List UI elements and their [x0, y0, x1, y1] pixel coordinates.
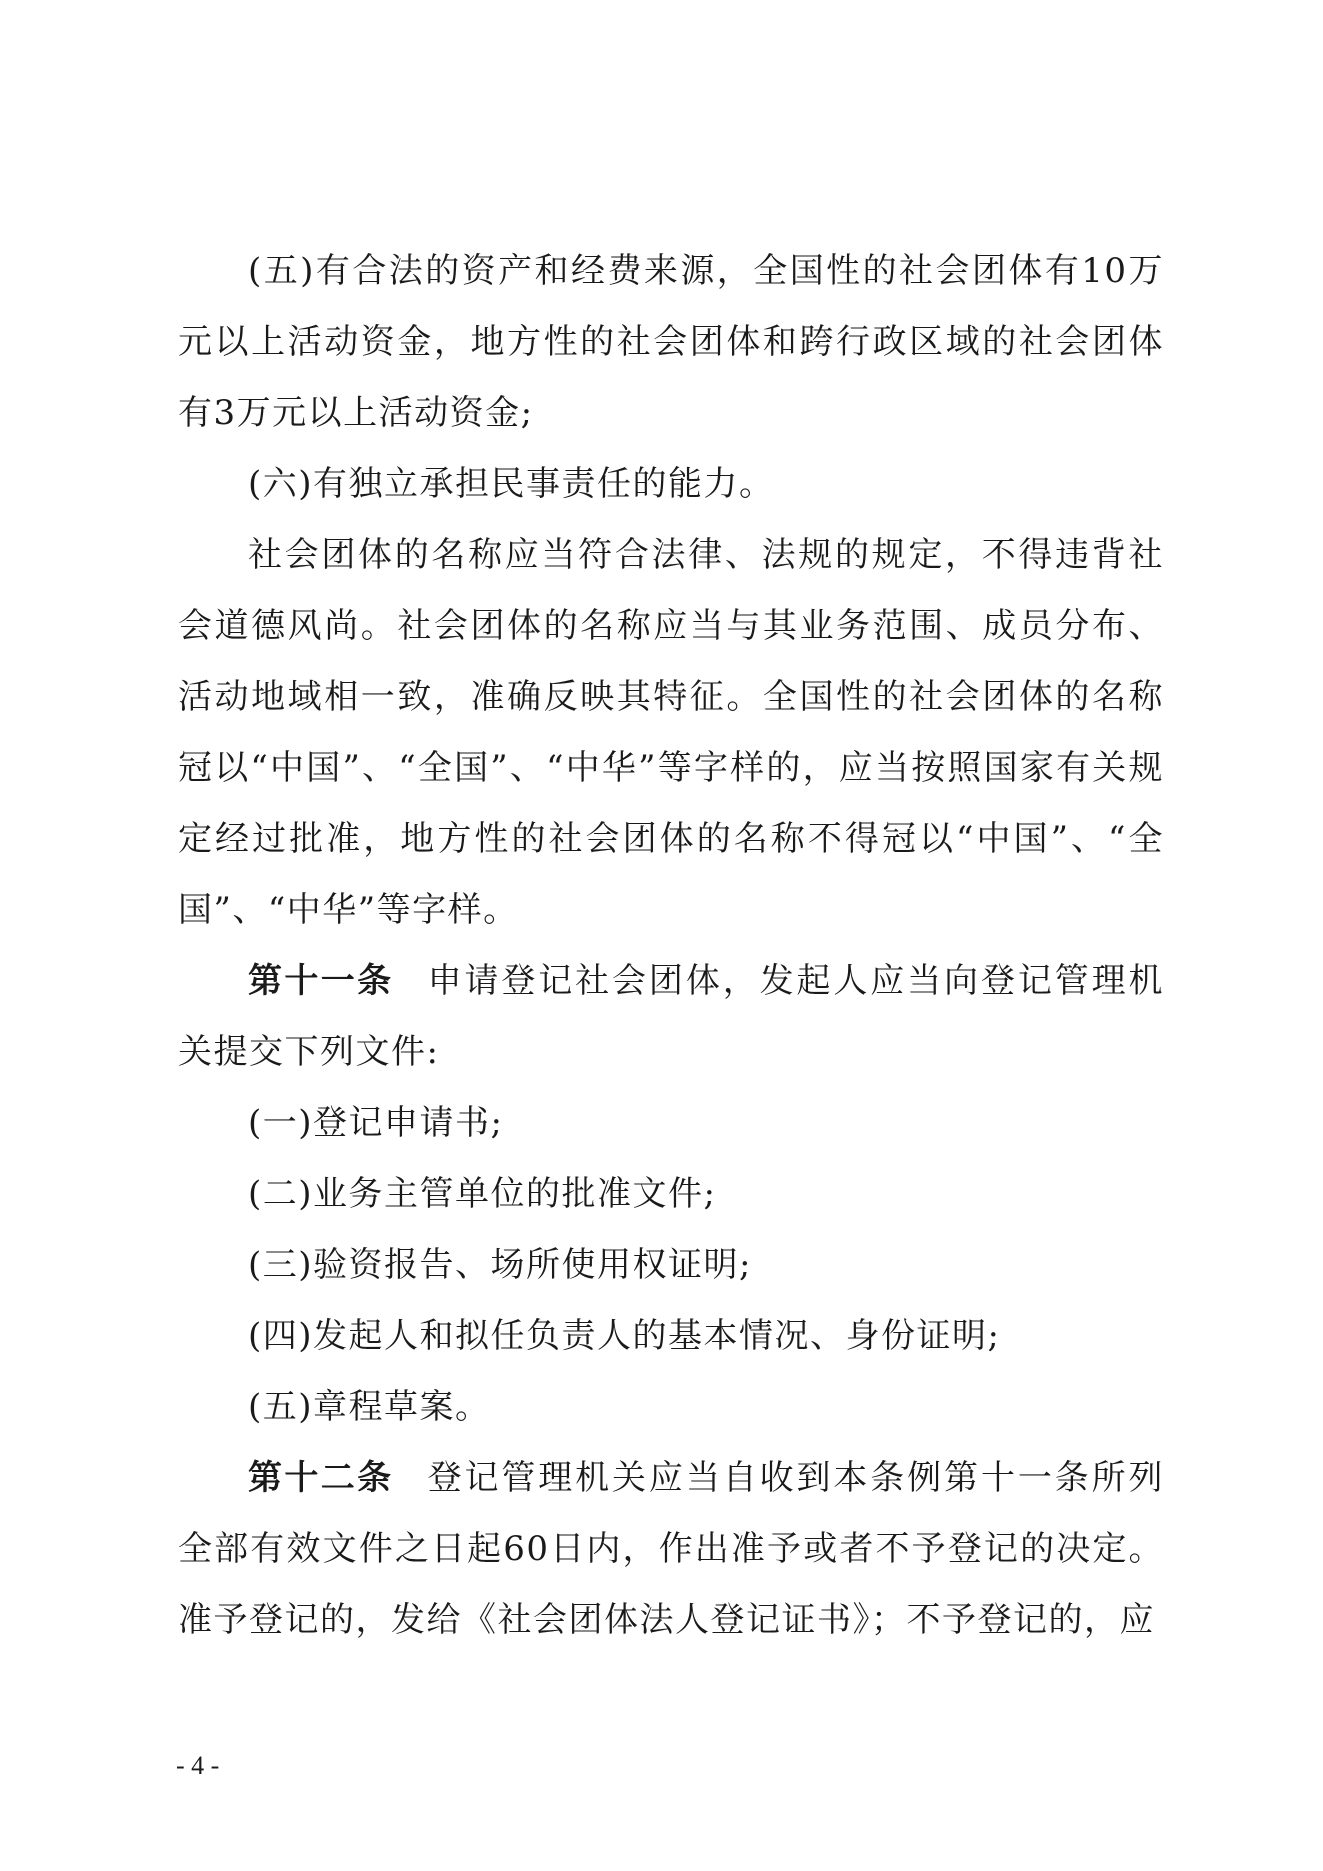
paragraph-text: (六)有独立承担民事责任的能力。 [248, 464, 775, 504]
list-item-2 [178, 1159, 1164, 1230]
list-item-4 [178, 1301, 1164, 1372]
list-item-text: (五)章程草案。 [248, 1387, 491, 1427]
paragraph-item-6-civil-liability [178, 449, 1164, 520]
article-12 [178, 1443, 1164, 1656]
page-number: - 4 - [176, 1751, 220, 1780]
list-item-text: (二)业务主管单位的批准文件; [248, 1174, 717, 1214]
paragraph-item-5-assets [178, 236, 1164, 449]
paragraph-text: 社会团体的名称应当符合法律、法规的规定，不得违背社会道德风尚。社会团体的名称应当与其业务范围、成员分布、活动地域相一致，准确反映其特征。全国性的社会团体的名称冠以“中国”、“全国”、“中华”等字样的，应当按照国家有关规定经过批准，地方性的社会团体的名称不得冠以“中国”、“全国”、“中华”等字样。 [178, 535, 1164, 930]
article-11 [178, 946, 1164, 1088]
list-item-1 [178, 1088, 1164, 1159]
list-item-5 [178, 1372, 1164, 1443]
list-item-text: (一)登记申请书; [248, 1103, 504, 1143]
paragraph-name-rules [178, 520, 1164, 946]
list-item-text: (三)验资报告、场所使用权证明; [248, 1245, 752, 1285]
list-item-3 [178, 1230, 1164, 1301]
article-number: 第十一条 [248, 961, 394, 1001]
paragraph-text: (五)有合法的资产和经费来源，全国性的社会团体有10万元以上活动资金，地方性的社会团体和跨行政区域的社会团体有3万元以上活动资金; [178, 251, 1164, 433]
article-text: 登记管理机关应当自收到本条例第十一条所列全部有效文件之日起60日内，作出准予或者不予登记的决定。准予登记的，发给《社会团体法人登记证书》；不予登记的，应 [178, 1458, 1165, 1640]
article-number: 第十二条 [248, 1458, 394, 1498]
document-body [178, 236, 1164, 1656]
article-text: 申请登记社会团体，发起人应当向登记管理机关提交下列文件: [178, 961, 1165, 1072]
list-item-text: (四)发起人和拟任负责人的基本情况、身份证明; [248, 1316, 1001, 1356]
